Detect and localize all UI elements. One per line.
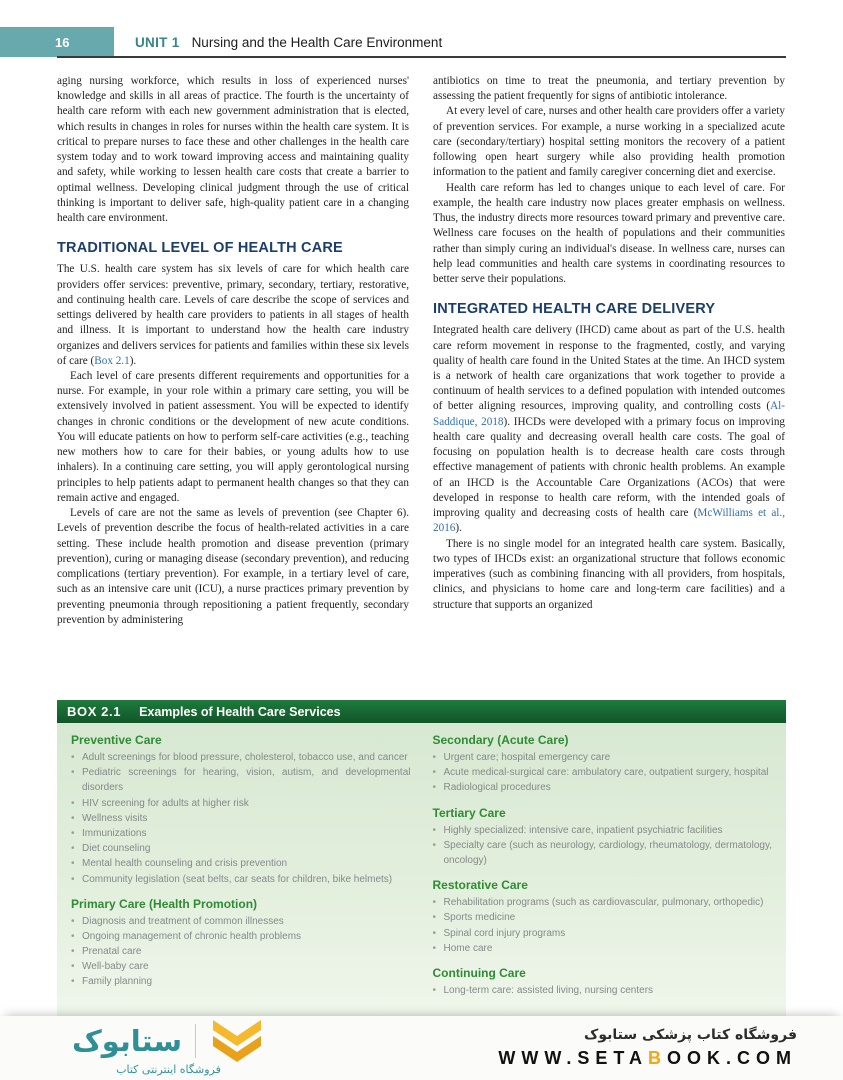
paragraph: Levels of care are not the same as levels of prevention (see Chapter 6). Levels of prevention describe the focus of health-related activities in a care setting. These include health promotion and disease prevention (primary prevention), curing or managing disease (secondary prevention), and reducing complications (tertiary prevention). For example, in a tertiary level of care, such as an intensive care unit (ICU), a nurse practices primary prevention by preventing pneumonia through repositioning a patient frequently, secondary prevention by administering xyxy=(57,507,409,626)
list-item: • Ongoing management of chronic health problems xyxy=(71,929,411,944)
right-column xyxy=(433,74,785,700)
list-item: • Wellness visits xyxy=(71,811,411,826)
paragraph: Health care reform has led to changes unique to each level of care. For example, the health care industry now places greater emphasis on wellness. Thus, the industry directs more resources toward primary and preventive care. Wellness care focuses on the health of populations and their communities rather than simply curing an individual's disease. In wellness care, nurses can help lead communities and health care systems in coordinating resources to better serve their populations. xyxy=(433,181,785,286)
box-heading-restorative-care: Restorative Care xyxy=(432,878,528,893)
setabook-logo xyxy=(72,1020,265,1076)
logo-tagline: فروشگاه اینترنتی کتاب xyxy=(116,1063,221,1076)
paragraph-segment: ). xyxy=(455,522,462,535)
paragraph-segment: ). xyxy=(129,354,137,367)
list-item: • Sports medicine xyxy=(433,910,773,925)
section-heading-integrated-delivery: INTEGRATED HEALTH CARE DELIVERY xyxy=(433,301,716,318)
paragraph-segment: The U.S. health care system has six levels of care for which health care providers offer services: preventive, primary, secondary, tertiary, restorative, and continuing health care. Levels of care describe the scope of services and settings delivered by health care providers to patients in all stages of health and illness. It is important to understand how the health care industry organizes and delivers services for patients and families within these six levels of care ( xyxy=(57,263,409,367)
citation-link-mcwilliams[interactable]: McWilliams et al., 2016 xyxy=(433,507,785,535)
box-heading-continuing-care: Continuing Care xyxy=(432,965,526,980)
box-left-column xyxy=(71,731,411,1002)
url-segment: OOK.COM xyxy=(667,1048,797,1068)
list-item: • Specialty care (such as neurology, cardiology, rheumatology, dermatology, oncology) xyxy=(433,838,773,868)
service-list-primary xyxy=(71,914,411,990)
list-item: • Radiological procedures xyxy=(433,780,773,795)
logo-row xyxy=(72,1020,265,1062)
box-2-1-body xyxy=(57,723,786,1016)
paragraph: At every level of care, nurses and other health care providers offer a variety of prevention services. For example, a nurse working in a specialized acute care (secondary/tertiary) hospital setting monitors the recovery of a patient following open heart surgery while also providing health promotion information to the patient and family caregiver concerning diet and exercise. xyxy=(433,105,785,179)
list-item: • Adult screenings for blood pressure, cholesterol, tobacco use, and cancer xyxy=(71,750,411,765)
section-heading-traditional-level: TRADITIONAL LEVEL OF HEALTH CARE xyxy=(57,240,343,257)
website-url[interactable] xyxy=(498,1048,797,1069)
list-item: • Immunizations xyxy=(71,826,411,841)
url-segment-accent: B xyxy=(648,1048,667,1068)
list-item: • Prenatal care xyxy=(71,944,411,959)
list-item: • Mental health counseling and crisis prevention xyxy=(71,856,411,871)
logo-divider xyxy=(195,1024,196,1058)
logo-wordmark: ستابوک xyxy=(72,1023,183,1058)
service-list-tertiary xyxy=(433,823,773,869)
page-header xyxy=(135,27,442,57)
chevron-logo-icon xyxy=(209,1020,265,1062)
box-2-1-header xyxy=(57,700,786,723)
list-item: • Home care xyxy=(433,941,773,956)
list-item: • Community legislation (seat belts, car seats for children, bike helmets) xyxy=(71,872,411,887)
publisher-footer xyxy=(0,1016,843,1080)
footer-right xyxy=(498,1027,797,1069)
box-label: BOX 2.1 xyxy=(67,704,122,719)
unit-title: Nursing and the Health Care Environment xyxy=(191,34,443,50)
paragraph: Each level of care presents different requirements and opportunities for a nurse. For example, in your role within a primary care setting, you will be extensively involved in patient assessment. You will be expected to identify changes in chronic conditions or the development of new acute conditions. You will educate patients on how to perform self-care activities (e.g., teaching new mothers how to care for their babies, or young adults how to use inhalers). In a continuing care setting, you will apply gerontological nursing principles to help patients adapt to permanent health changes so that they can remain active and engaged. xyxy=(57,369,409,504)
service-list-restorative xyxy=(433,895,773,956)
paragraph-segment: ). IHCDs were developed with a primary focus on improving health care quality and decreasing overall health care costs. The goal of focusing on population health is to decrease health care costs through effective management of patients with chronic health problems. An example of an IHCD is the Accountable Care Organizations (ACOs) that were developed in response to health care reform, with the intended goals of improving quality and decreasing costs of health care ( xyxy=(433,415,786,520)
box-heading-primary-care: Primary Care (Health Promotion) xyxy=(71,896,258,911)
list-item: • Highly specialized: intensive care, inpatient psychiatric facilities xyxy=(433,823,773,838)
unit-label: UNIT 1 xyxy=(135,34,180,50)
paragraph xyxy=(433,323,785,536)
list-item: • Urgent care; hospital emergency care xyxy=(433,750,773,765)
list-item: • Well-baby care xyxy=(71,959,411,974)
paragraph-segment: Integrated health care delivery (IHCD) came about as part of the U.S. health care reform movement in response to the fragmented, costly, and varying quality of health care found in the United States at the time. An IHCD system is a network of health care organizations that work together to provide a continuum of health services to a defined population with intended outcomes of better aligning resources, improving quality, and controlling costs ( xyxy=(433,324,785,413)
box-heading-tertiary-care: Tertiary Care xyxy=(432,805,506,820)
store-title: فروشگاه کتاب پزشکی ستابوک xyxy=(584,1027,797,1043)
service-list-secondary xyxy=(433,750,773,796)
paragraph xyxy=(57,262,409,369)
service-list-continuing xyxy=(433,983,773,998)
paragraph: antibiotics on time to treat the pneumonia, and tertiary prevention by assessing the patient frequently for signs of antibiotic intolerance. xyxy=(433,75,785,103)
page-number-bar xyxy=(0,27,114,57)
service-list-preventive xyxy=(71,750,411,887)
header-rule xyxy=(57,56,786,58)
paragraph: There is no single model for an integrated health care system. Basically, two types of IHCDs exist: an organizational structure that follows economic imperatives (such as combining financing with all providers, from hospitals, clinics, and physicians to home care and long-term care facilities) and a structure that supports an organized xyxy=(433,537,785,611)
box-2-1-reference-link[interactable]: Box 2.1 xyxy=(94,354,130,367)
box-heading-preventive-care: Preventive Care xyxy=(71,733,162,747)
citation-link-al-saddique[interactable]: Al-Saddique, 2018 xyxy=(433,400,785,428)
list-item: • Family planning xyxy=(71,974,411,989)
list-item: • HIV screening for adults at higher risk xyxy=(71,796,411,811)
paragraph: aging nursing workforce, which results in loss of experienced nurses' knowledge and skills in all areas of practice. The fourth is the uncertainty of health care reform with each new government administration that is elected, which results in changes in roles for nurses within the health care system. It is critical to prepare nurses to face these and other challenges in the health care system today and to work toward improving access and maintaining quality and safety, while working to lessen health care costs that create a barrier to optimal wellness. Developing clinical judgment through the use of critical thinking is important to deliver safe, high-quality patient care in a changing health care environment. xyxy=(57,75,409,225)
url-segment: WWW.SETA xyxy=(498,1048,648,1068)
page-content xyxy=(57,74,786,700)
page-number: 16 xyxy=(55,34,70,50)
list-item: • Diet counseling xyxy=(71,841,411,856)
list-item: • Rehabilitation programs (such as cardiovascular, pulmonary, orthopedic) xyxy=(433,895,773,910)
left-column xyxy=(57,74,409,700)
box-title: Examples of Health Care Services xyxy=(139,704,341,719)
list-item: • Diagnosis and treatment of common illnesses xyxy=(71,914,411,929)
list-item: • Pediatric screenings for hearing, vision, autism, and developmental disorders xyxy=(71,765,411,795)
box-right-column xyxy=(433,731,773,1002)
list-item: • Long-term care: assisted living, nursing centers xyxy=(433,983,773,998)
box-2-1 xyxy=(57,700,786,1016)
list-item: • Acute medical-surgical care: ambulatory care, outpatient surgery, hospital xyxy=(433,765,773,780)
box-heading-secondary-care: Secondary (Acute Care) xyxy=(432,733,569,747)
list-item: • Spinal cord injury programs xyxy=(433,926,773,941)
